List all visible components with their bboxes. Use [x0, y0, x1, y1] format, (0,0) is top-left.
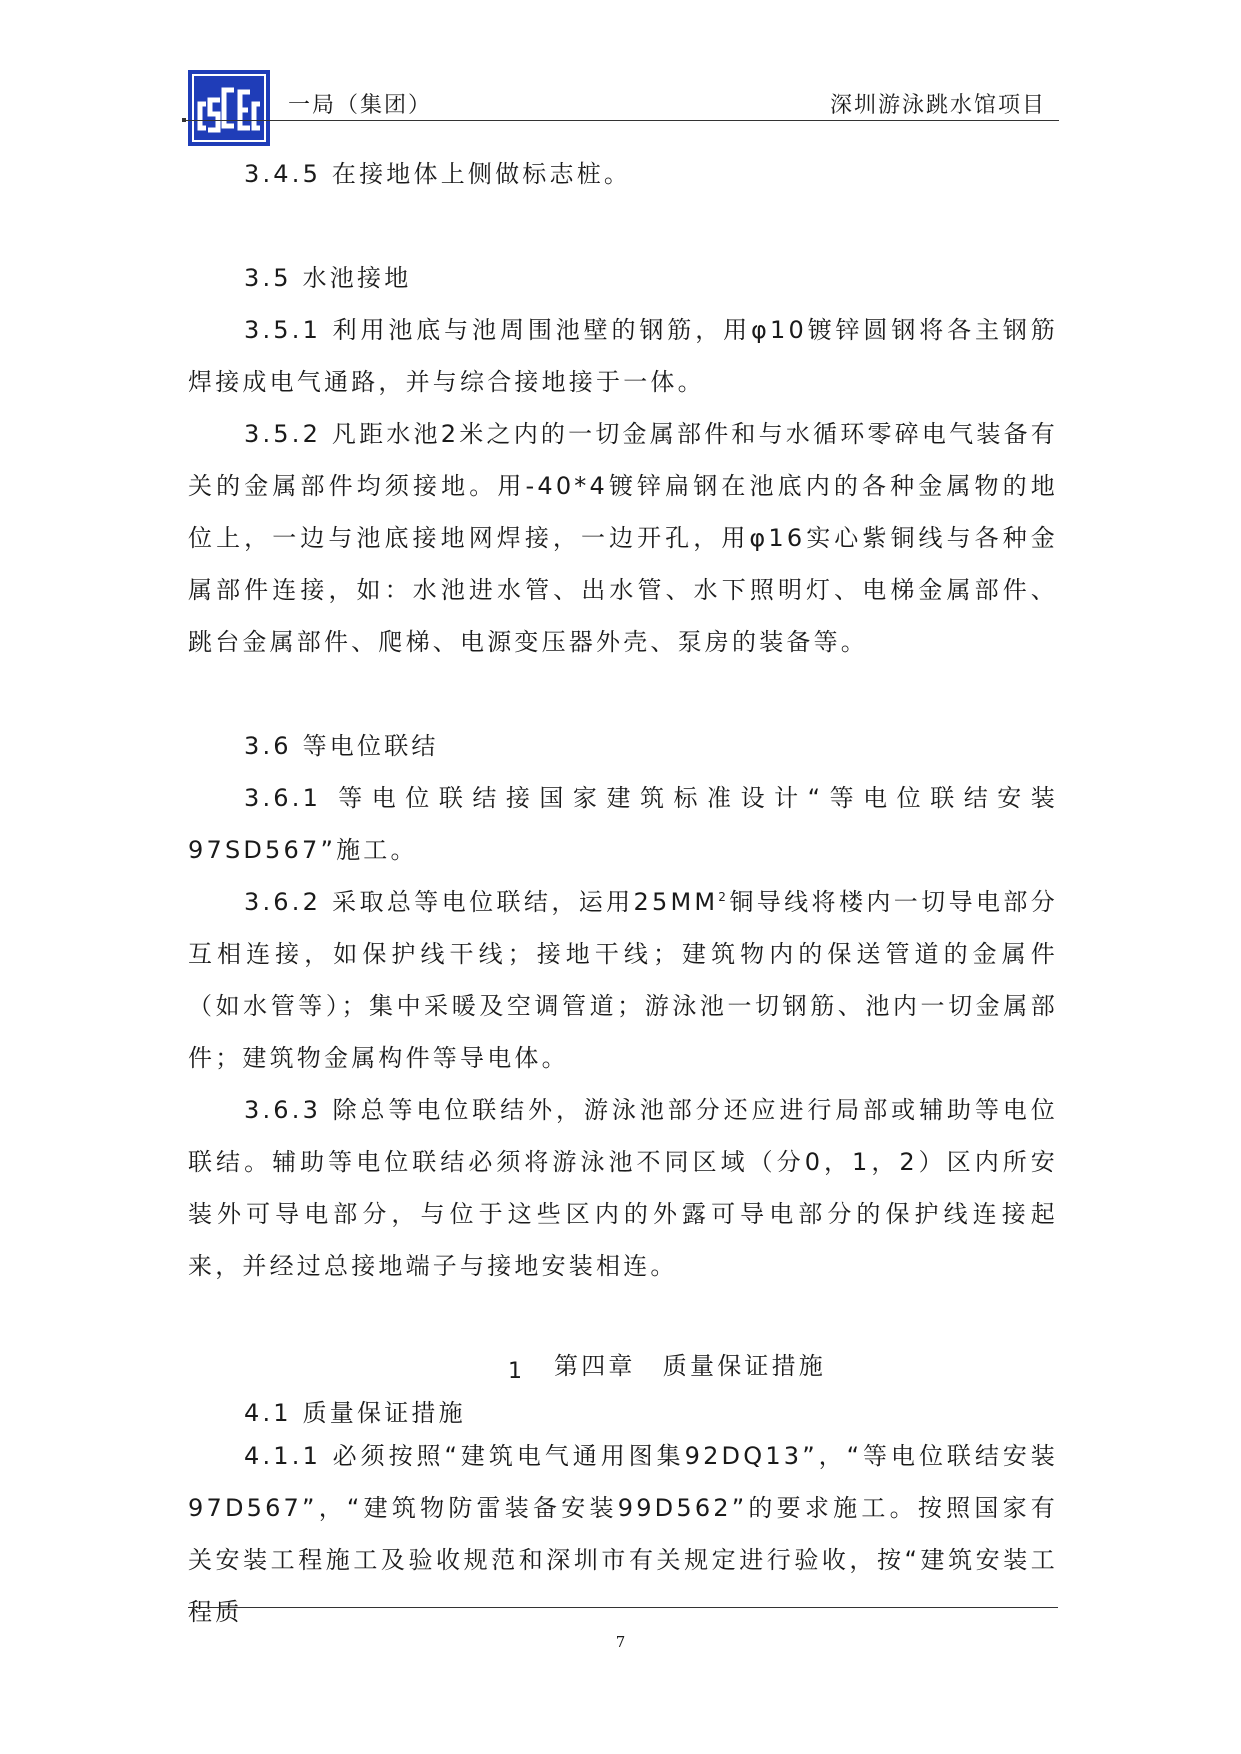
- paragraph-3-6-3: 3.6.3 除总等电位联结外，游泳池部分还应进行局部或辅助等电位联结。辅助等电位联结必须将游泳池不同区域（分0，1，2）区内所安装外可导电部分，与位于这些区内的外露可导电部分的保护线连接起来，并经过总接地端子与接地安装相连。: [188, 1096, 1058, 1280]
- spacer: [188, 200, 1058, 252]
- paragraph-3-6-2: [188, 876, 1058, 1084]
- spacer: [188, 668, 1058, 720]
- document-body: [188, 148, 1058, 1638]
- paragraph-4-1-1: 4.1.1 必须按照“建筑电气通用图集92DQ13”，“等电位联结安装97D567”，“建筑物防雷装备安装99D562”的要求施工。按照国家有关安装工程施工及验收规范和深圳市有关规定进行验收，按“建筑安装工程质: [188, 1442, 1058, 1626]
- page-header: [188, 70, 1058, 130]
- paragraph-3-6-2-start: 3.6.2 采取总等电位联结，运用25MM: [244, 888, 719, 916]
- paragraph-3-5-2: 3.5.2 凡距水池2米之内的一切金属部件和与水循环零碎电气装备有关的金属部件均须接地。用-40*4镀锌扁钢在池底内的各种金属物的地位上，一边与池底接地网焊接，一边开孔，用φ16实心紫铜线与各种金属部件连接，如：水池进水管、出水管、水下照明灯、电梯金属部件、跳台金属部件、爬梯、电源变压器外壳、泵房的装备等。: [188, 420, 1058, 656]
- heading-3-6: 3.6 等电位联结: [244, 732, 439, 760]
- chapter-number: 1: [508, 1359, 526, 1384]
- header-company: 一局（集团）: [288, 93, 433, 118]
- chapter-heading: [188, 1344, 1058, 1396]
- chapter-title: 第四章 质量保证措施: [554, 1352, 826, 1380]
- page-number: 7: [615, 1633, 626, 1651]
- heading-3-5: 3.5 水池接地: [244, 264, 412, 292]
- paragraph-3-6-2-rest: 铜导线将楼内一切导电部分互相连接，如保护线干线；接地干线；建筑物内的保送管道的金属件（如水管等）；集中采暖及空调管道；游泳池一切钢筋、池内一切金属部件；建筑物金属构件等导电体。: [188, 888, 1058, 1072]
- paragraph-3-6-1: 3.6.1 等电位联结接国家建筑标准设计“等电位联结安装97SD567”施工。: [188, 784, 1058, 864]
- heading-4-1: 4.1 质量保证措施: [244, 1399, 466, 1427]
- paragraph-3-5-1: 3.5.1 利用池底与池周围池壁的钢筋，用φ10镀锌圆钢将各主钢筋焊接成电气通路，并与综合接地接于一体。: [188, 316, 1058, 396]
- header-rule: [182, 120, 1059, 121]
- cscec-logo: [188, 70, 270, 146]
- spacer: [188, 1292, 1058, 1344]
- footer-rule: [188, 1607, 1058, 1608]
- superscript: 2: [718, 890, 730, 904]
- paragraph-3-4-5: 3.4.5 在接地体上侧做标志桩。: [244, 160, 632, 188]
- header-project: 深圳游泳跳水馆项目: [829, 93, 1046, 118]
